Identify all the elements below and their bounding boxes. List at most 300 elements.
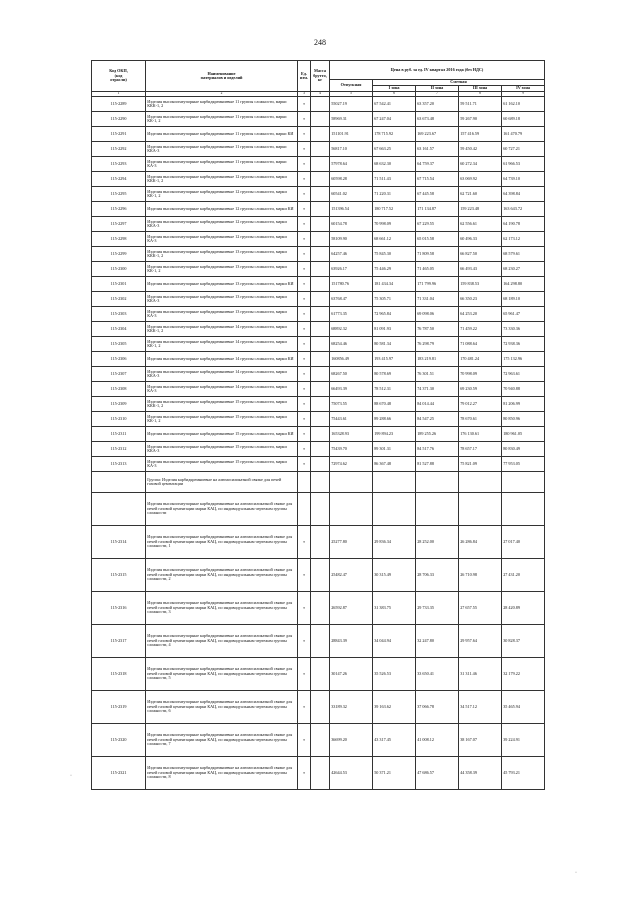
header-code: Код ОКП, (код отрасли) bbox=[92, 61, 146, 92]
row-code: 115-2296 bbox=[92, 202, 146, 217]
row-zone-2: 37 066.78 bbox=[416, 691, 459, 724]
row-name: Изделия высокоогнеупорные карбидкремниевые 12 группы сложности, марки КА-3 bbox=[146, 232, 298, 247]
row-unit: т bbox=[298, 172, 311, 187]
row-unit: т bbox=[298, 442, 311, 457]
row-name: Изделия высокоогнеупорные карбидкремниевые на алюмосиликатной связке для печей газовой цементации марки КАЦ, по индивидуальным чертежам группы сложности, 4 bbox=[146, 625, 298, 658]
table-row bbox=[92, 157, 545, 172]
row-zone-3: 66 827.50 bbox=[459, 247, 502, 262]
price-table bbox=[91, 60, 545, 790]
row-zone-2: 28 252.00 bbox=[416, 526, 459, 559]
row-price: 160856.49 bbox=[330, 352, 373, 367]
table-row bbox=[92, 757, 545, 790]
row-unit: т bbox=[298, 97, 311, 112]
row-mass bbox=[311, 442, 330, 457]
row-unit: т bbox=[298, 757, 311, 790]
row-mass bbox=[311, 217, 330, 232]
table-row bbox=[92, 217, 545, 232]
row-name: Изделия высокоогнеупорные карбидкремниевые 11 группы сложности, марки КА-3 bbox=[146, 157, 298, 172]
header-zones-title: Сметная bbox=[373, 80, 545, 86]
row-unit: т bbox=[298, 352, 311, 367]
row-zone-1: 39 163.62 bbox=[373, 691, 416, 724]
row-zone-2: 29 733.35 bbox=[416, 592, 459, 625]
table-row bbox=[92, 322, 545, 337]
row-zone-4: 32 179.22 bbox=[502, 658, 545, 691]
row-zone-2: 67 229.55 bbox=[416, 217, 459, 232]
row-zone-2: 67 715.54 bbox=[416, 172, 459, 187]
table-row bbox=[92, 277, 545, 292]
row-zone-1: 43 317.45 bbox=[373, 724, 416, 757]
row-price: 72974.62 bbox=[330, 457, 373, 472]
row-code: 115-2299 bbox=[92, 247, 146, 262]
row-mass bbox=[311, 658, 330, 691]
row-zone-1: 35 526.53 bbox=[373, 658, 416, 691]
row-zone-2: 67 445.58 bbox=[416, 187, 459, 202]
row-code: 115-2314 bbox=[92, 526, 146, 559]
row-unit: т bbox=[298, 691, 311, 724]
row-zone-4: 45 793.21 bbox=[502, 757, 545, 790]
table-row bbox=[92, 592, 545, 625]
row-unit: т bbox=[298, 382, 311, 397]
row-mass bbox=[311, 292, 330, 307]
row-code: 115-2302 bbox=[92, 292, 146, 307]
row-mass bbox=[311, 382, 330, 397]
row-zone-3: 78 670.61 bbox=[459, 412, 502, 427]
row-zone-3: 29 957.64 bbox=[459, 625, 502, 658]
row-zone-4: 61 162.10 bbox=[502, 97, 545, 112]
row-zone-3: 27 657.55 bbox=[459, 592, 502, 625]
row-name: Изделия высокоогнеупорные карбидкремниевые 14 группы сложности, марки ККК-1, 2 bbox=[146, 322, 298, 337]
row-price: 151780.76 bbox=[330, 277, 373, 292]
row-name: Изделия высокоогнеупорные карбидкремниевые 11 группы сложности, марки ККК-1, 2 bbox=[146, 97, 298, 112]
table-row bbox=[92, 127, 545, 142]
row-zone-2: 28 706.33 bbox=[416, 559, 459, 592]
row-mass bbox=[311, 724, 330, 757]
row-price: 56817.10 bbox=[330, 142, 373, 157]
row-zone-1: 75 305.71 bbox=[373, 292, 416, 307]
row-zone-2: 74 371.30 bbox=[416, 382, 459, 397]
row-zone-2: 171 134.87 bbox=[416, 202, 459, 217]
row-mass bbox=[311, 262, 330, 277]
row-code: 115-2316 bbox=[92, 592, 146, 625]
row-name: Изделия высокоогнеупорные карбидкремниевые 14 группы сложности, марки КА-3 bbox=[146, 382, 298, 397]
row-zone-4: 65 961.47 bbox=[502, 307, 545, 322]
row-mass bbox=[311, 457, 330, 472]
table-row bbox=[92, 307, 545, 322]
table-row bbox=[92, 559, 545, 592]
row-price: 61773.35 bbox=[330, 307, 373, 322]
row-zone-1: 72 965.84 bbox=[373, 307, 416, 322]
row-code: 115-2319 bbox=[92, 691, 146, 724]
row-zone-1: 68 661.12 bbox=[373, 232, 416, 247]
row-zone-1: 80 578.69 bbox=[373, 367, 416, 382]
row-zone-2: 84 547.25 bbox=[416, 412, 459, 427]
row-zone-2: 63 673.48 bbox=[416, 112, 459, 127]
row-zone-2: 47 686.57 bbox=[416, 757, 459, 790]
row-zone-3: 26 710.98 bbox=[459, 559, 502, 592]
row-zone-4: 62 173.12 bbox=[502, 232, 545, 247]
row-price: 165328.93 bbox=[330, 427, 373, 442]
row-zone-1: 89 288.66 bbox=[373, 412, 416, 427]
column-index: 9 bbox=[502, 92, 545, 97]
row-zone-2: 71 465.05 bbox=[416, 262, 459, 277]
row-zone-3: 159 223.48 bbox=[459, 202, 502, 217]
row-mass bbox=[311, 427, 330, 442]
row-zone-3: 64 253.20 bbox=[459, 307, 502, 322]
row-mass bbox=[311, 691, 330, 724]
row-name: Изделия высокоогнеупорные карбидкремниевые 13 группы сложности, марки КК-1, 2 bbox=[146, 262, 298, 277]
row-zone-2: 76 787.50 bbox=[416, 322, 459, 337]
row-price: 75073.55 bbox=[330, 397, 373, 412]
row-code: 115-2290 bbox=[92, 112, 146, 127]
table-row bbox=[92, 625, 545, 658]
table-body-group-items bbox=[92, 526, 545, 790]
row-unit: т bbox=[298, 625, 311, 658]
row-price: 60541.02 bbox=[330, 187, 373, 202]
row-zone-2: 64 759.37 bbox=[416, 157, 459, 172]
row-price: 68267.50 bbox=[330, 367, 373, 382]
row-zone-3: 59 450.42 bbox=[459, 142, 502, 157]
row-zone-3: 59 267.90 bbox=[459, 112, 502, 127]
row-zone-4: 27 017.40 bbox=[502, 526, 545, 559]
row-mass bbox=[311, 412, 330, 427]
row-name: Изделия высокоогнеупорные карбидкремниевые 12 группы сложности, марки КК-1, 2 bbox=[146, 187, 298, 202]
page-number: 248 bbox=[314, 38, 326, 47]
row-zone-1: 67 542.41 bbox=[373, 97, 416, 112]
row-zone-4: 163 643.72 bbox=[502, 202, 545, 217]
row-code: 115-2308 bbox=[92, 382, 146, 397]
row-code: 115-2313 bbox=[92, 457, 146, 472]
header-mass: Масса брутто, кг bbox=[311, 61, 330, 92]
row-name: Изделия высокоогнеупорные карбидкремниевые 13 группы сложности, марки КА-3 bbox=[146, 307, 298, 322]
row-name: Изделия высокоогнеупорные карбидкремниевые на алюмосиликатной связке для печей газовой цементации марки КАЦ, по индивидуальным чертежам группы сложности, 3 bbox=[146, 592, 298, 625]
table-row bbox=[92, 187, 545, 202]
column-index: 3 bbox=[298, 92, 311, 97]
row-code: 115-2310 bbox=[92, 412, 146, 427]
row-mass bbox=[311, 322, 330, 337]
row-zone-1: 81 091.93 bbox=[373, 322, 416, 337]
row-code: 115-2298 bbox=[92, 232, 146, 247]
row-name: Изделия высокоогнеупорные карбидкремниевые на алюмосиликатной связке для печей газовой цементации марки КАЦ, по индивидуальным чертежам группы сложности, 8 bbox=[146, 757, 298, 790]
header-unit: Ед. изм. bbox=[298, 61, 311, 92]
row-price: 68254.46 bbox=[330, 337, 373, 352]
row-mass bbox=[311, 142, 330, 157]
row-code: 115-2312 bbox=[92, 442, 146, 457]
row-zone-3: 79 012.27 bbox=[459, 397, 502, 412]
table-row bbox=[92, 724, 545, 757]
header-price-title: Цена в руб. за ед. IV квартал 2016 года (без НДС) bbox=[330, 61, 545, 80]
scan-dot: · bbox=[70, 773, 72, 779]
row-zone-3: 157 416.59 bbox=[459, 127, 502, 142]
row-zone-4: 161 470.79 bbox=[502, 127, 545, 142]
row-name: Изделия высокоогнеупорные карбидкремниевые 14 группы сложности, марки КИ bbox=[146, 352, 298, 367]
row-code: 115-2297 bbox=[92, 217, 146, 232]
row-price: 36699.20 bbox=[330, 724, 373, 757]
row-name: Изделия высокоогнеупорные карбидкремниевые 13 группы сложности, марки КИ bbox=[146, 277, 298, 292]
header-zone-4: IV зона bbox=[502, 86, 545, 92]
row-zone-2: 41 008.12 bbox=[416, 724, 459, 757]
row-name: Изделия высокоогнеупорные карбидкремниевые 15 группы сложности, марки ККК-1, 2 bbox=[146, 397, 298, 412]
row-price: 75439.70 bbox=[330, 442, 373, 457]
row-unit: т bbox=[298, 187, 311, 202]
row-zone-1: 67 663.25 bbox=[373, 142, 416, 157]
row-unit: т bbox=[298, 247, 311, 262]
row-name: Изделия высокоогнеупорные карбидкремниевые 13 группы сложности, марки ККК-1, 2 bbox=[146, 247, 298, 262]
row-unit: т bbox=[298, 427, 311, 442]
table-row bbox=[92, 262, 545, 277]
row-zone-1: 75 446.29 bbox=[373, 262, 416, 277]
row-zone-3: 71 088.64 bbox=[459, 337, 502, 352]
row-zone-2: 71 809.58 bbox=[416, 247, 459, 262]
row-zone-3: 38 167.07 bbox=[459, 724, 502, 757]
row-zone-1: 180 717.52 bbox=[373, 202, 416, 217]
table-row bbox=[92, 112, 545, 127]
row-mass bbox=[311, 757, 330, 790]
group-heading-row bbox=[92, 472, 545, 493]
row-name: Изделия высокоогнеупорные карбидкремниевые 11 группы сложности, марки КИ bbox=[146, 127, 298, 142]
table-row bbox=[92, 658, 545, 691]
row-code: 115-2309 bbox=[92, 397, 146, 412]
row-price: 63926.17 bbox=[330, 262, 373, 277]
row-price: 60154.78 bbox=[330, 217, 373, 232]
row-zone-4: 175 132.96 bbox=[502, 352, 545, 367]
row-unit: т bbox=[298, 337, 311, 352]
row-zone-4: 39 224.91 bbox=[502, 724, 545, 757]
table-row bbox=[92, 172, 545, 187]
row-unit: т bbox=[298, 559, 311, 592]
row-zone-1: 30 315.49 bbox=[373, 559, 416, 592]
table-row bbox=[92, 397, 545, 412]
row-zone-3: 62 556.61 bbox=[459, 217, 502, 232]
row-code: 115-2311 bbox=[92, 427, 146, 442]
row-zone-1: 67 247.04 bbox=[373, 112, 416, 127]
row-price: 42644.53 bbox=[330, 757, 373, 790]
row-price: 66493.39 bbox=[330, 382, 373, 397]
column-index: 2 bbox=[146, 92, 298, 97]
row-code: 115-2289 bbox=[92, 97, 146, 112]
table-row bbox=[92, 412, 545, 427]
row-unit: т bbox=[298, 526, 311, 559]
row-name: Изделия высокоогнеупорные карбидкремниевые 14 группы сложности, марки КК-1, 2 bbox=[146, 337, 298, 352]
row-unit: т bbox=[298, 658, 311, 691]
row-unit: т bbox=[298, 457, 311, 472]
row-unit: т bbox=[298, 367, 311, 382]
table-row bbox=[92, 292, 545, 307]
row-zone-4: 72 963.61 bbox=[502, 367, 545, 382]
row-zone-1: 88 670.48 bbox=[373, 397, 416, 412]
row-unit: т bbox=[298, 232, 311, 247]
row-zone-4: 68 579.61 bbox=[502, 247, 545, 262]
row-zone-4: 72 938.36 bbox=[502, 337, 545, 352]
row-price: 64257.46 bbox=[330, 247, 373, 262]
row-zone-1: 78 512.31 bbox=[373, 382, 416, 397]
row-zone-4: 27 431.20 bbox=[502, 559, 545, 592]
row-mass bbox=[311, 397, 330, 412]
row-unit: т bbox=[298, 292, 311, 307]
row-code: 115-2320 bbox=[92, 724, 146, 757]
row-zone-4: 80 830.49 bbox=[502, 442, 545, 457]
row-zone-3: 62 721.60 bbox=[459, 187, 502, 202]
row-zone-3: 69 230.59 bbox=[459, 382, 502, 397]
row-unit: т bbox=[298, 262, 311, 277]
row-mass bbox=[311, 367, 330, 382]
row-zone-4: 80 850.96 bbox=[502, 412, 545, 427]
row-price: 30147.26 bbox=[330, 658, 373, 691]
row-name: Изделия высокоогнеупорные карбидкремниевые 12 группы сложности, марки ККА-3 bbox=[146, 217, 298, 232]
row-name: Изделия высокоогнеупорные карбидкремниевые на алюмосиликатной связке для печей газовой цементации марки КАЦ, по индивидуальным чертежам группы сложности, 6 bbox=[146, 691, 298, 724]
row-zone-3: 66 350.23 bbox=[459, 292, 502, 307]
row-price: 55027.19 bbox=[330, 97, 373, 112]
row-zone-4: 68 189.10 bbox=[502, 292, 545, 307]
row-name: Изделия высокоогнеупорные карбидкремниевые на алюмосиликатной связке для печей газовой цементации марки КАЦ, по индивидуальным чертежам группы сложности, 1 bbox=[146, 526, 298, 559]
row-name: Изделия высокоогнеупорные карбидкремниевые 15 группы сложности, марки КИ bbox=[146, 427, 298, 442]
row-zone-3: 170 481.24 bbox=[459, 352, 502, 367]
row-zone-1: 34 044.94 bbox=[373, 625, 416, 658]
column-index: 1 bbox=[92, 92, 146, 97]
header-price-total: Отпускная bbox=[330, 80, 373, 92]
row-mass bbox=[311, 112, 330, 127]
row-unit: т bbox=[298, 277, 311, 292]
row-mass bbox=[311, 277, 330, 292]
row-mass bbox=[311, 625, 330, 658]
row-zone-4: 35 465.94 bbox=[502, 691, 545, 724]
row-zone-3: 75 821.09 bbox=[459, 457, 502, 472]
row-zone-2: 84 014.44 bbox=[416, 397, 459, 412]
row-zone-4: 30 828.37 bbox=[502, 625, 545, 658]
table-row bbox=[92, 352, 545, 367]
row-code: 115-2307 bbox=[92, 367, 146, 382]
row-unit: т bbox=[298, 412, 311, 427]
row-unit: т bbox=[298, 157, 311, 172]
row-mass bbox=[311, 307, 330, 322]
row-unit: т bbox=[298, 307, 311, 322]
row-zone-2: 169 223.67 bbox=[416, 127, 459, 142]
row-price: 26592.87 bbox=[330, 592, 373, 625]
row-zone-3: 44 358.39 bbox=[459, 757, 502, 790]
row-zone-4: 64 398.84 bbox=[502, 187, 545, 202]
group-subtitle-row bbox=[92, 493, 545, 526]
row-mass bbox=[311, 187, 330, 202]
table-row bbox=[92, 457, 545, 472]
row-unit: т bbox=[298, 322, 311, 337]
row-price: 28843.39 bbox=[330, 625, 373, 658]
row-price: 25482.47 bbox=[330, 559, 373, 592]
row-zone-1: 68 632.30 bbox=[373, 157, 416, 172]
header-zone-1: I зона bbox=[373, 86, 416, 92]
row-zone-3: 70 998.09 bbox=[459, 367, 502, 382]
row-zone-4: 68 230.27 bbox=[502, 262, 545, 277]
row-name: Изделия высокоогнеупорные карбидкремниевые 11 группы сложности, марки ККА-3 bbox=[146, 142, 298, 157]
table-row bbox=[92, 691, 545, 724]
row-name: Изделия высокоогнеупорные карбидкремниевые на алюмосиликатной связке для печей газовой цементации марки КАЦ, по индивидуальным чертежам группы сложности, 7 bbox=[146, 724, 298, 757]
table-row bbox=[92, 367, 545, 382]
row-zone-1: 31 383.75 bbox=[373, 592, 416, 625]
row-zone-4: 73 330.36 bbox=[502, 322, 545, 337]
row-zone-4: 28 420.89 bbox=[502, 592, 545, 625]
row-zone-1: 199 894.23 bbox=[373, 427, 416, 442]
row-zone-3: 63 069.92 bbox=[459, 172, 502, 187]
row-zone-2: 81 527.88 bbox=[416, 457, 459, 472]
row-name: Изделия высокоогнеупорные карбидкремниевые 12 группы сложности, марки КИ bbox=[146, 202, 298, 217]
row-zone-1: 50 371.21 bbox=[373, 757, 416, 790]
table-row bbox=[92, 142, 545, 157]
row-price: 57978.64 bbox=[330, 157, 373, 172]
row-mass bbox=[311, 157, 330, 172]
group-subtitle: Изделия высокоогнеупорные карбидкремниевые на алюмосиликатной связке для печей газовой цементации марки КАЦ, по индивидуальным чертежам группы сложности bbox=[146, 493, 298, 526]
row-zone-4: 70 940.88 bbox=[502, 382, 545, 397]
table-body-single bbox=[92, 97, 545, 472]
row-price: 33189.32 bbox=[330, 691, 373, 724]
row-unit: т bbox=[298, 724, 311, 757]
row-zone-1: 80 581.34 bbox=[373, 337, 416, 352]
row-code: 115-2292 bbox=[92, 142, 146, 157]
row-zone-2: 63 357.20 bbox=[416, 97, 459, 112]
row-zone-4: 64 190.78 bbox=[502, 217, 545, 232]
row-mass bbox=[311, 526, 330, 559]
table-row bbox=[92, 202, 545, 217]
row-code: 115-2321 bbox=[92, 757, 146, 790]
row-zone-1: 193 415.97 bbox=[373, 352, 416, 367]
row-zone-2: 171 799.96 bbox=[416, 277, 459, 292]
column-index: 4 bbox=[311, 92, 330, 97]
row-mass bbox=[311, 97, 330, 112]
row-name: Изделия высокоогнеупорные карбидкремниевые 12 группы сложности, марки ККК-1, 2 bbox=[146, 172, 298, 187]
row-zone-1: 178 715.92 bbox=[373, 127, 416, 142]
group-title: Группа: Изделия карбидкремниевые на алюмосиликатной связке для печей газовой цементации bbox=[146, 472, 298, 493]
table-row bbox=[92, 97, 545, 112]
row-unit: т bbox=[298, 397, 311, 412]
row-name: Изделия высокоогнеупорные карбидкремниевые 14 группы сложности, марки ККА-3 bbox=[146, 367, 298, 382]
table-row bbox=[92, 427, 545, 442]
row-zone-2: 84 517.76 bbox=[416, 442, 459, 457]
row-unit: т bbox=[298, 592, 311, 625]
row-zone-4: 77 953.05 bbox=[502, 457, 545, 472]
row-zone-1: 75 845.30 bbox=[373, 247, 416, 262]
row-name: Изделия высокоогнеупорные карбидкремниевые 11 группы сложности, марки КК-1, 2 bbox=[146, 112, 298, 127]
row-code: 115-2295 bbox=[92, 187, 146, 202]
table-row bbox=[92, 526, 545, 559]
row-unit: т bbox=[298, 217, 311, 232]
row-price: 60598.28 bbox=[330, 172, 373, 187]
row-price: 75443.61 bbox=[330, 412, 373, 427]
row-zone-1: 71 511.43 bbox=[373, 172, 416, 187]
row-zone-4: 164 298.80 bbox=[502, 277, 545, 292]
row-code: 115-2306 bbox=[92, 352, 146, 367]
row-mass bbox=[311, 592, 330, 625]
row-code: 115-2303 bbox=[92, 307, 146, 322]
row-zone-2: 63 161.57 bbox=[416, 142, 459, 157]
table-body-group bbox=[92, 472, 545, 526]
column-index: 7 bbox=[416, 92, 459, 97]
row-mass bbox=[311, 337, 330, 352]
row-code: 115-2294 bbox=[92, 172, 146, 187]
row-name: Изделия высокоогнеупорные карбидкремниевые 15 группы сложности, марки КК-1, 2 bbox=[146, 412, 298, 427]
row-zone-2: 183 219.81 bbox=[416, 352, 459, 367]
row-price: 58109.90 bbox=[330, 232, 373, 247]
row-unit: т bbox=[298, 112, 311, 127]
row-code: 115-2318 bbox=[92, 658, 146, 691]
row-mass bbox=[311, 127, 330, 142]
row-zone-3: 59 511.71 bbox=[459, 97, 502, 112]
row-name: Изделия высокоогнеупорные карбидкремниевые 15 группы сложности, марки ККА-3 bbox=[146, 442, 298, 457]
header-zone-3: III зона bbox=[459, 86, 502, 92]
row-zone-3: 66 493.43 bbox=[459, 262, 502, 277]
row-unit: т bbox=[298, 127, 311, 142]
row-price: 25277.80 bbox=[330, 526, 373, 559]
row-code: 115-2301 bbox=[92, 277, 146, 292]
row-code: 115-2300 bbox=[92, 262, 146, 277]
row-unit: т bbox=[298, 142, 311, 157]
row-price: 58969.31 bbox=[330, 112, 373, 127]
